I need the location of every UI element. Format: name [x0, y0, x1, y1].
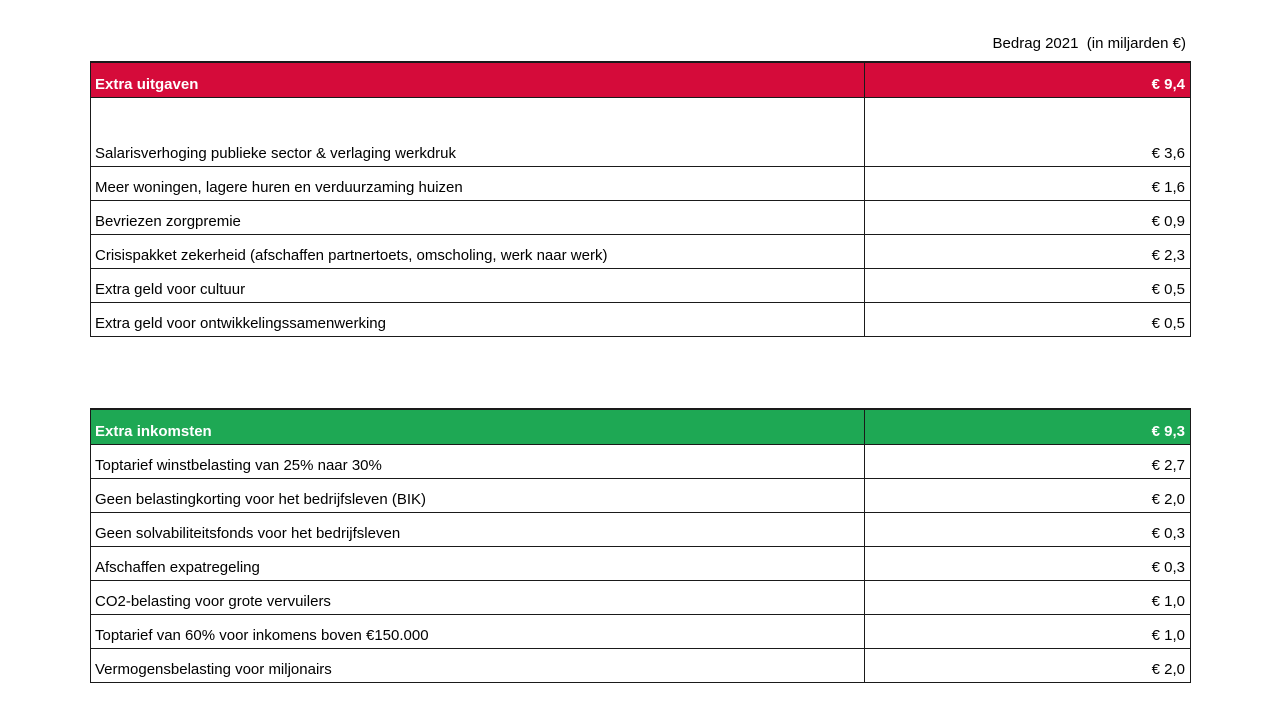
table-row: [91, 546, 1191, 580]
table-row: [91, 580, 1191, 614]
row-value: € 3,6: [865, 97, 1191, 166]
amount-column-note: Bedrag 2021 (in miljarden €): [992, 35, 1186, 52]
table-row: [91, 166, 1191, 200]
expenses-header-label: Extra uitgaven: [91, 62, 865, 97]
row-value: € 1,0: [865, 614, 1191, 648]
income-table: [90, 408, 1191, 683]
table-row: [91, 234, 1191, 268]
row-value: € 1,6: [865, 166, 1191, 200]
row-label: CO2-belasting voor grote vervuilers: [91, 580, 865, 614]
row-label: Toptarief winstbelasting van 25% naar 30%: [91, 444, 865, 478]
row-label: Salarisverhoging publieke sector & verlaging werkdruk: [91, 97, 865, 166]
table-row: [91, 648, 1191, 682]
table-row: [91, 444, 1191, 478]
row-value: € 0,3: [865, 512, 1191, 546]
income-header-row: [91, 409, 1191, 444]
row-label: Geen solvabiliteitsfonds voor het bedrijfsleven: [91, 512, 865, 546]
row-label: Crisispakket zekerheid (afschaffen partnertoets, omscholing, werk naar werk): [91, 234, 865, 268]
row-value: € 0,3: [865, 546, 1191, 580]
row-label: Geen belastingkorting voor het bedrijfsleven (BIK): [91, 478, 865, 512]
row-label: Extra geld voor ontwikkelingssamenwerking: [91, 302, 865, 336]
table-row: [91, 302, 1191, 336]
table-row: [91, 268, 1191, 302]
row-value: € 0,9: [865, 200, 1191, 234]
table-row: [91, 614, 1191, 648]
row-label: Bevriezen zorgpremie: [91, 200, 865, 234]
row-value: € 0,5: [865, 268, 1191, 302]
row-label: Extra geld voor cultuur: [91, 268, 865, 302]
row-label: Vermogensbelasting voor miljonairs: [91, 648, 865, 682]
row-value: € 2,3: [865, 234, 1191, 268]
row-value: € 2,7: [865, 444, 1191, 478]
table-row: [91, 200, 1191, 234]
row-label: Meer woningen, lagere huren en verduurzaming huizen: [91, 166, 865, 200]
table-row: [91, 512, 1191, 546]
row-label: Afschaffen expatregeling: [91, 546, 865, 580]
row-value: € 2,0: [865, 478, 1191, 512]
row-value: € 1,0: [865, 580, 1191, 614]
row-label: Toptarief van 60% voor inkomens boven €150.000: [91, 614, 865, 648]
table-row: [91, 97, 1191, 166]
expenses-table: [90, 61, 1191, 337]
row-value: € 2,0: [865, 648, 1191, 682]
row-value: € 0,5: [865, 302, 1191, 336]
table-row: [91, 478, 1191, 512]
expenses-header-row: [91, 62, 1191, 97]
expenses-header-total: € 9,4: [865, 62, 1191, 97]
income-header-label: Extra inkomsten: [91, 409, 865, 444]
income-header-total: € 9,3: [865, 409, 1191, 444]
